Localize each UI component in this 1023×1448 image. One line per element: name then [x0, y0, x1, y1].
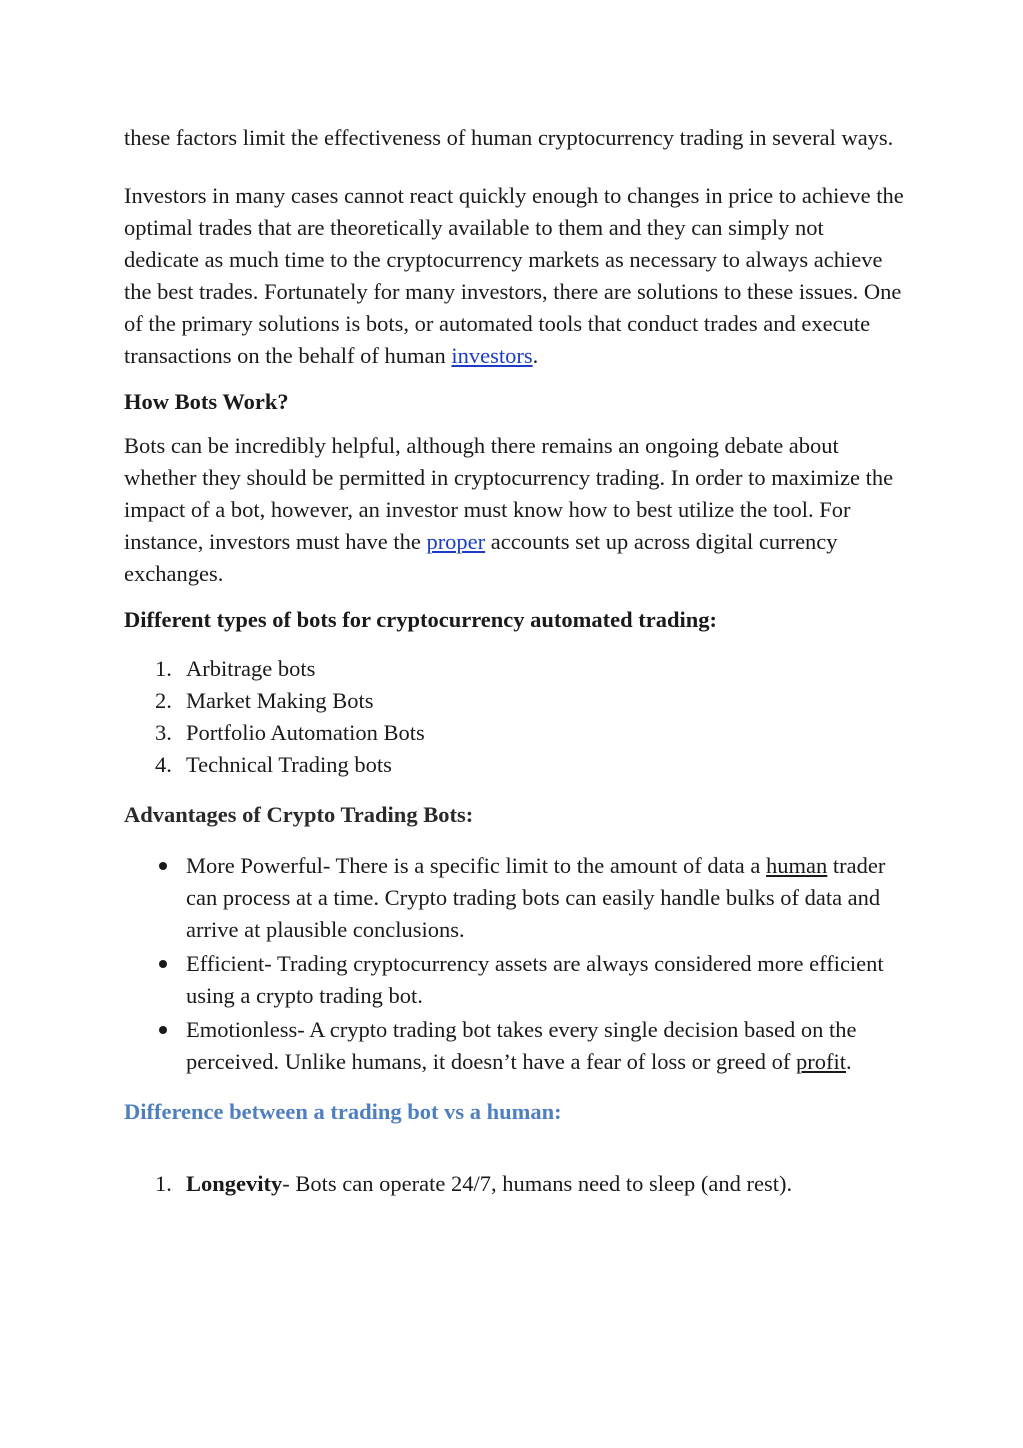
list-item-label: Arbitrage bots	[186, 656, 316, 681]
list-number: 1.	[155, 1171, 172, 1196]
bot-types-list	[124, 653, 904, 781]
list-item	[124, 1014, 904, 1078]
difference-list	[124, 1168, 904, 1200]
list-number: 1.	[155, 656, 172, 681]
advantage-text-end: trader can process at a time. Crypto trading bots can easily handle bulks of data and arrive at plausible conclusions.	[186, 853, 886, 942]
bots-paragraph-end: accounts set up across digital currency exchanges.	[124, 529, 838, 586]
intro-paragraph: these factors limit the effectiveness of human cryptocurrency trading in several ways.	[124, 125, 894, 150]
list-item	[124, 749, 904, 781]
list-item	[124, 948, 904, 1012]
proper-link[interactable]: proper	[426, 529, 486, 554]
difference-text: - Bots can operate 24/7, humans need to sleep (and rest).	[282, 1171, 793, 1196]
list-item-label: Market Making Bots	[186, 688, 374, 713]
list-item	[124, 717, 904, 749]
advantage-text: More Powerful- There is a specific limit to the amount of data a	[186, 853, 767, 878]
advantage-underlined: human	[766, 853, 828, 878]
bots-paragraph-text: Bots can be incredibly helpful, although there remains an ongoing debate about whether they should be permitted in cryptocurrency trading. In order to maximize the impact of a bot, however, an investor must know how to best utilize the tool. For instance, investors must have the	[124, 433, 894, 554]
advantage-text: Efficient- Trading cryptocurrency assets are always considered more efficient using a crypto trading bot.	[186, 951, 884, 1008]
investors-paragraph-end: .	[532, 343, 539, 368]
bullet-icon	[155, 948, 171, 980]
document-page	[124, 122, 904, 1200]
bullet-icon	[155, 1014, 171, 1046]
difference-term: Longevity	[186, 1171, 283, 1196]
bot-types-heading: Different types of bots for cryptocurrency automated trading:	[124, 607, 718, 632]
bullet-icon	[155, 850, 171, 882]
how-bots-work-heading: How Bots Work?	[124, 389, 289, 414]
list-item	[124, 685, 904, 717]
bots-paragraph	[124, 430, 904, 590]
advantage-text-end: .	[846, 1049, 852, 1074]
difference-heading: Difference between a trading bot vs a human:	[124, 1099, 562, 1124]
investors-link[interactable]: investors	[451, 343, 533, 368]
investors-paragraph	[124, 180, 904, 372]
list-item-label: Portfolio Automation Bots	[186, 720, 425, 745]
advantage-text: Emotionless- A crypto trading bot takes every single decision based on the perceived. Unlike humans, it doesn’t have a fear of loss or greed of	[186, 1017, 857, 1074]
list-number: 3.	[155, 720, 172, 745]
list-item-label: Technical Trading bots	[186, 752, 392, 777]
list-item	[124, 1168, 904, 1200]
advantages-list	[124, 850, 904, 1078]
advantage-underlined: profit	[796, 1049, 847, 1074]
list-number: 4.	[155, 752, 172, 777]
list-item	[124, 850, 904, 946]
investors-paragraph-text: Investors in many cases cannot react quickly enough to changes in price to achieve the optimal trades that are theoretically available to them and they can simply not dedicate as much time to the cryptocurrency markets as necessary to always achieve the best trades. Fortunately for many investors, there are solutions to these issues. One of the primary solutions is bots, or automated tools that conduct trades and execute transactions on the behalf of human	[124, 183, 904, 368]
list-number: 2.	[155, 688, 172, 713]
advantages-heading: Advantages of Crypto Trading Bots:	[124, 802, 474, 827]
list-item	[124, 653, 904, 685]
